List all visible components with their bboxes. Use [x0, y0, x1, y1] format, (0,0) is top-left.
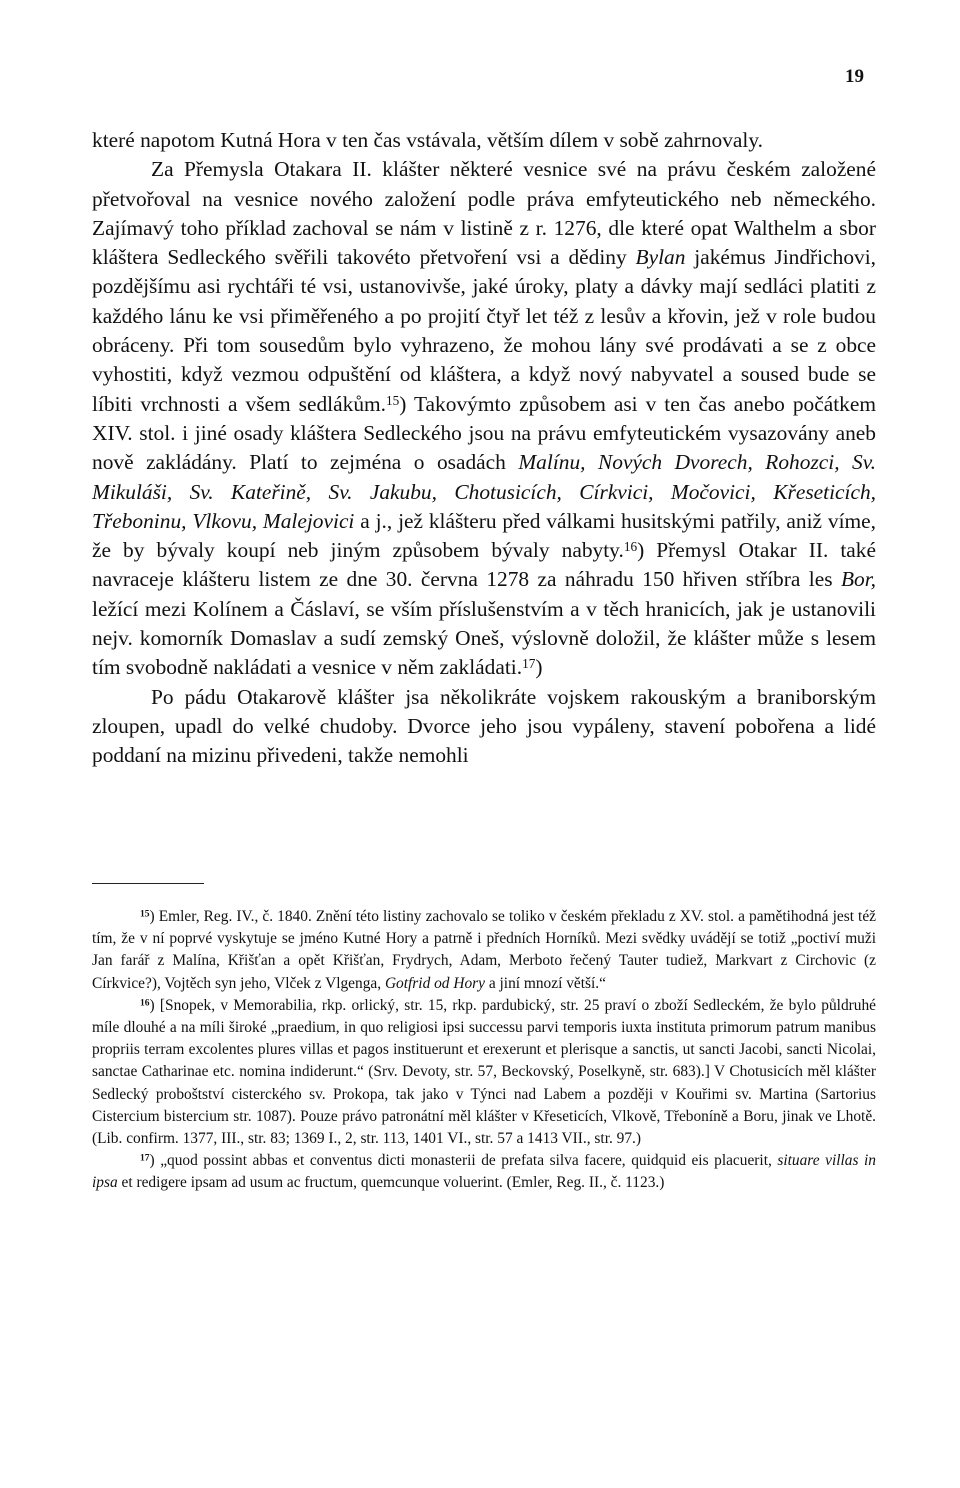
footnote-ref-16[interactable]: 16 — [623, 539, 638, 555]
page-number: 19 — [845, 66, 864, 87]
footnote-mark: 16 — [140, 997, 150, 1009]
footnote-ref-15[interactable]: 15 — [386, 392, 400, 408]
footnote-mark: 17 — [140, 1152, 150, 1164]
footnote-15: $^{15}$) Emler, Reg. IV., č. 1840. Znění této listiny zachovalo se toliko v českém překladu z XV. stol. a pamětihodná jest též tím, že v ní poprvé vyskytuje se jméno Kutné Hory a patrně i předních Horníků. Mezi svědky uvádějí se totiž „poctiví muži Jan farář z Malína, Křišťan a opět Křišťan, Frydrych, Adam, Merboto řečený Tauter tudiež, Markvart z Circhovic (z Církvice?), Vojtěch syn jeho, Vlček z Vlgenga, Gotfrid od Hory a jiní mnozí větší.“ — [92, 908, 876, 992]
footnote-17: $^{17}$) „quod possint abbas et conventus dicti monasterii de prefata silva facere, quidquid eis placuerit, situare villas in ipsa et redigere ipsam ad usum ac fructum, quemcunque voluerint. (Emler, Reg. II., č. 1123.) — [92, 1152, 876, 1192]
forest-name-italic: Bor, — [840, 567, 876, 592]
footnote-mark: 15 — [140, 908, 150, 920]
footnote-separator — [92, 883, 204, 884]
paragraph-2: Za Přemysla Otakara II. klášter některé vesnice své na právu českém založené přetvořoval na vesnice nového založení podle práva emfyteutického neb německého. Zajímavý toho příklad zachoval se nám v listině z r. 1276, dle které opat Walthelm a sbor kláštera Sedleckého svěřili takovéto přetvoření vsi a dědiny Bylan jakémus Jindřichovi, pozdějšímu asi rychtáři té vsi, ustanovivše, jaké úroky, platy a dávky mají sedláci platiti z každého lánu ke vsi přiměřeného a po projití čtyř let též z lesův a křovin, jež v role budou obráceny. Při tom sousedům bylo vyhrazeno, že mohou lány své prodávati a se z obce vyhostiti, když vezmou odpuštění od kláštera, a když nový nabyvatel a soused bude se líbiti vrchnosti a všem sedlákům.$^{15}$) Takovýmto způsobem asi v ten čas anebo počátkem XIV. stol. i jiné osady kláštera Sedleckého jsou na právu emfyteutickém vysazovány aneb nově zakládány. Platí to zejména o osadách Malínu, Nových Dvorech, Rohozci, Sv. Mikuláši, Sv. Kateřině, Sv. Jakubu, Chotusicích, Církvici, Močovici, Křeseticích, Třeboninu, Vlkovu, Malejovici a j., jež klášteru před válkami husitskými patřily, aniž víme, že by bývaly koupí neb jiným způsobem bývaly nabyty.$^{16}$) Přemysl Otakar II. také navraceje klášteru listem ze dne 30. června 1278 za náhradu 150 hřiven stříbra les Bor, ležící mezi Kolínem a Čáslaví, se vším příslušenstvím a v těch hranicích, jak je ustanovili nejv. komorník Domaslav a sudí zemský Oneš, výslovně doložil, že klášter může s lesem tím svobodně nakládati a vesnice v něm zakládati.$^{17}$) — [92, 157, 876, 680]
paragraph-1: které napotom Kutná Hora v ten čas vstávala, větším dílem v sobě zahrnovaly. — [92, 128, 764, 152]
place-name-italic: Bylan — [635, 245, 686, 270]
paragraph-3: Po pádu Otakarově klášter jsa několikráte vojskem rakouským a braniborským zloupen, upadl do velké chudoby. Dvorce jeho jsou vypáleny, stavení pobořena a lidé poddaní na mizinu přivedeni, takže nemohli — [92, 684, 876, 768]
footnotes — [92, 906, 876, 1195]
main-text — [92, 126, 876, 771]
settlement-list-italic: Malínu, Nových Dvorech, Rohozci, Sv. Mikuláši, Sv. Kateřině, Sv. Jakubu, Chotusicích, Církvici, Močovici, Křeseticích, Třeboninu, Vlkovu, Malejovici — [92, 450, 876, 533]
footnote-ref-17[interactable]: 17 — [522, 656, 536, 672]
footnote-16: $^{16}$) [Snopek, v Memorabilia, rkp. orlický, str. 15, rkp. pardubický, str. 25 praví o zboží Sedleckém, že bylo půldruhé míle dlouhé a na míli široké „praedium, in quo religiosi ipsi successu parvi temporis iuxta instituta primorum patrum manibus propriis terram excolentes plures villas et pagos instituerunt et erexerunt et plerisque a sanctis, ut sancti Jacobi, sancti Nicolai, sanctae Catharinae etc. nomina indiderunt.“ (Srv. Devoty, str. 57, Beckovský, Poselkyně, str. 683).] V Chotusicích měl klášter Sedlecký proboštství cisterckého sv. Prokopa, tak jako v Týnci nad Labem a později v Kouřimi sv. Martina (Sartorius Cistercium bistercium str. 1087). Pouze právo patronátní měl klášter v Křeseticích, Vlkově, Třeboníně a Boru, jinak ve Lhotě. (Lib. confirm. 1377, III., str. 83; 1369 I., 2, str. 113, 1401 VI., str. 57 a 1413 VII., str. 97.) — [92, 996, 876, 1148]
